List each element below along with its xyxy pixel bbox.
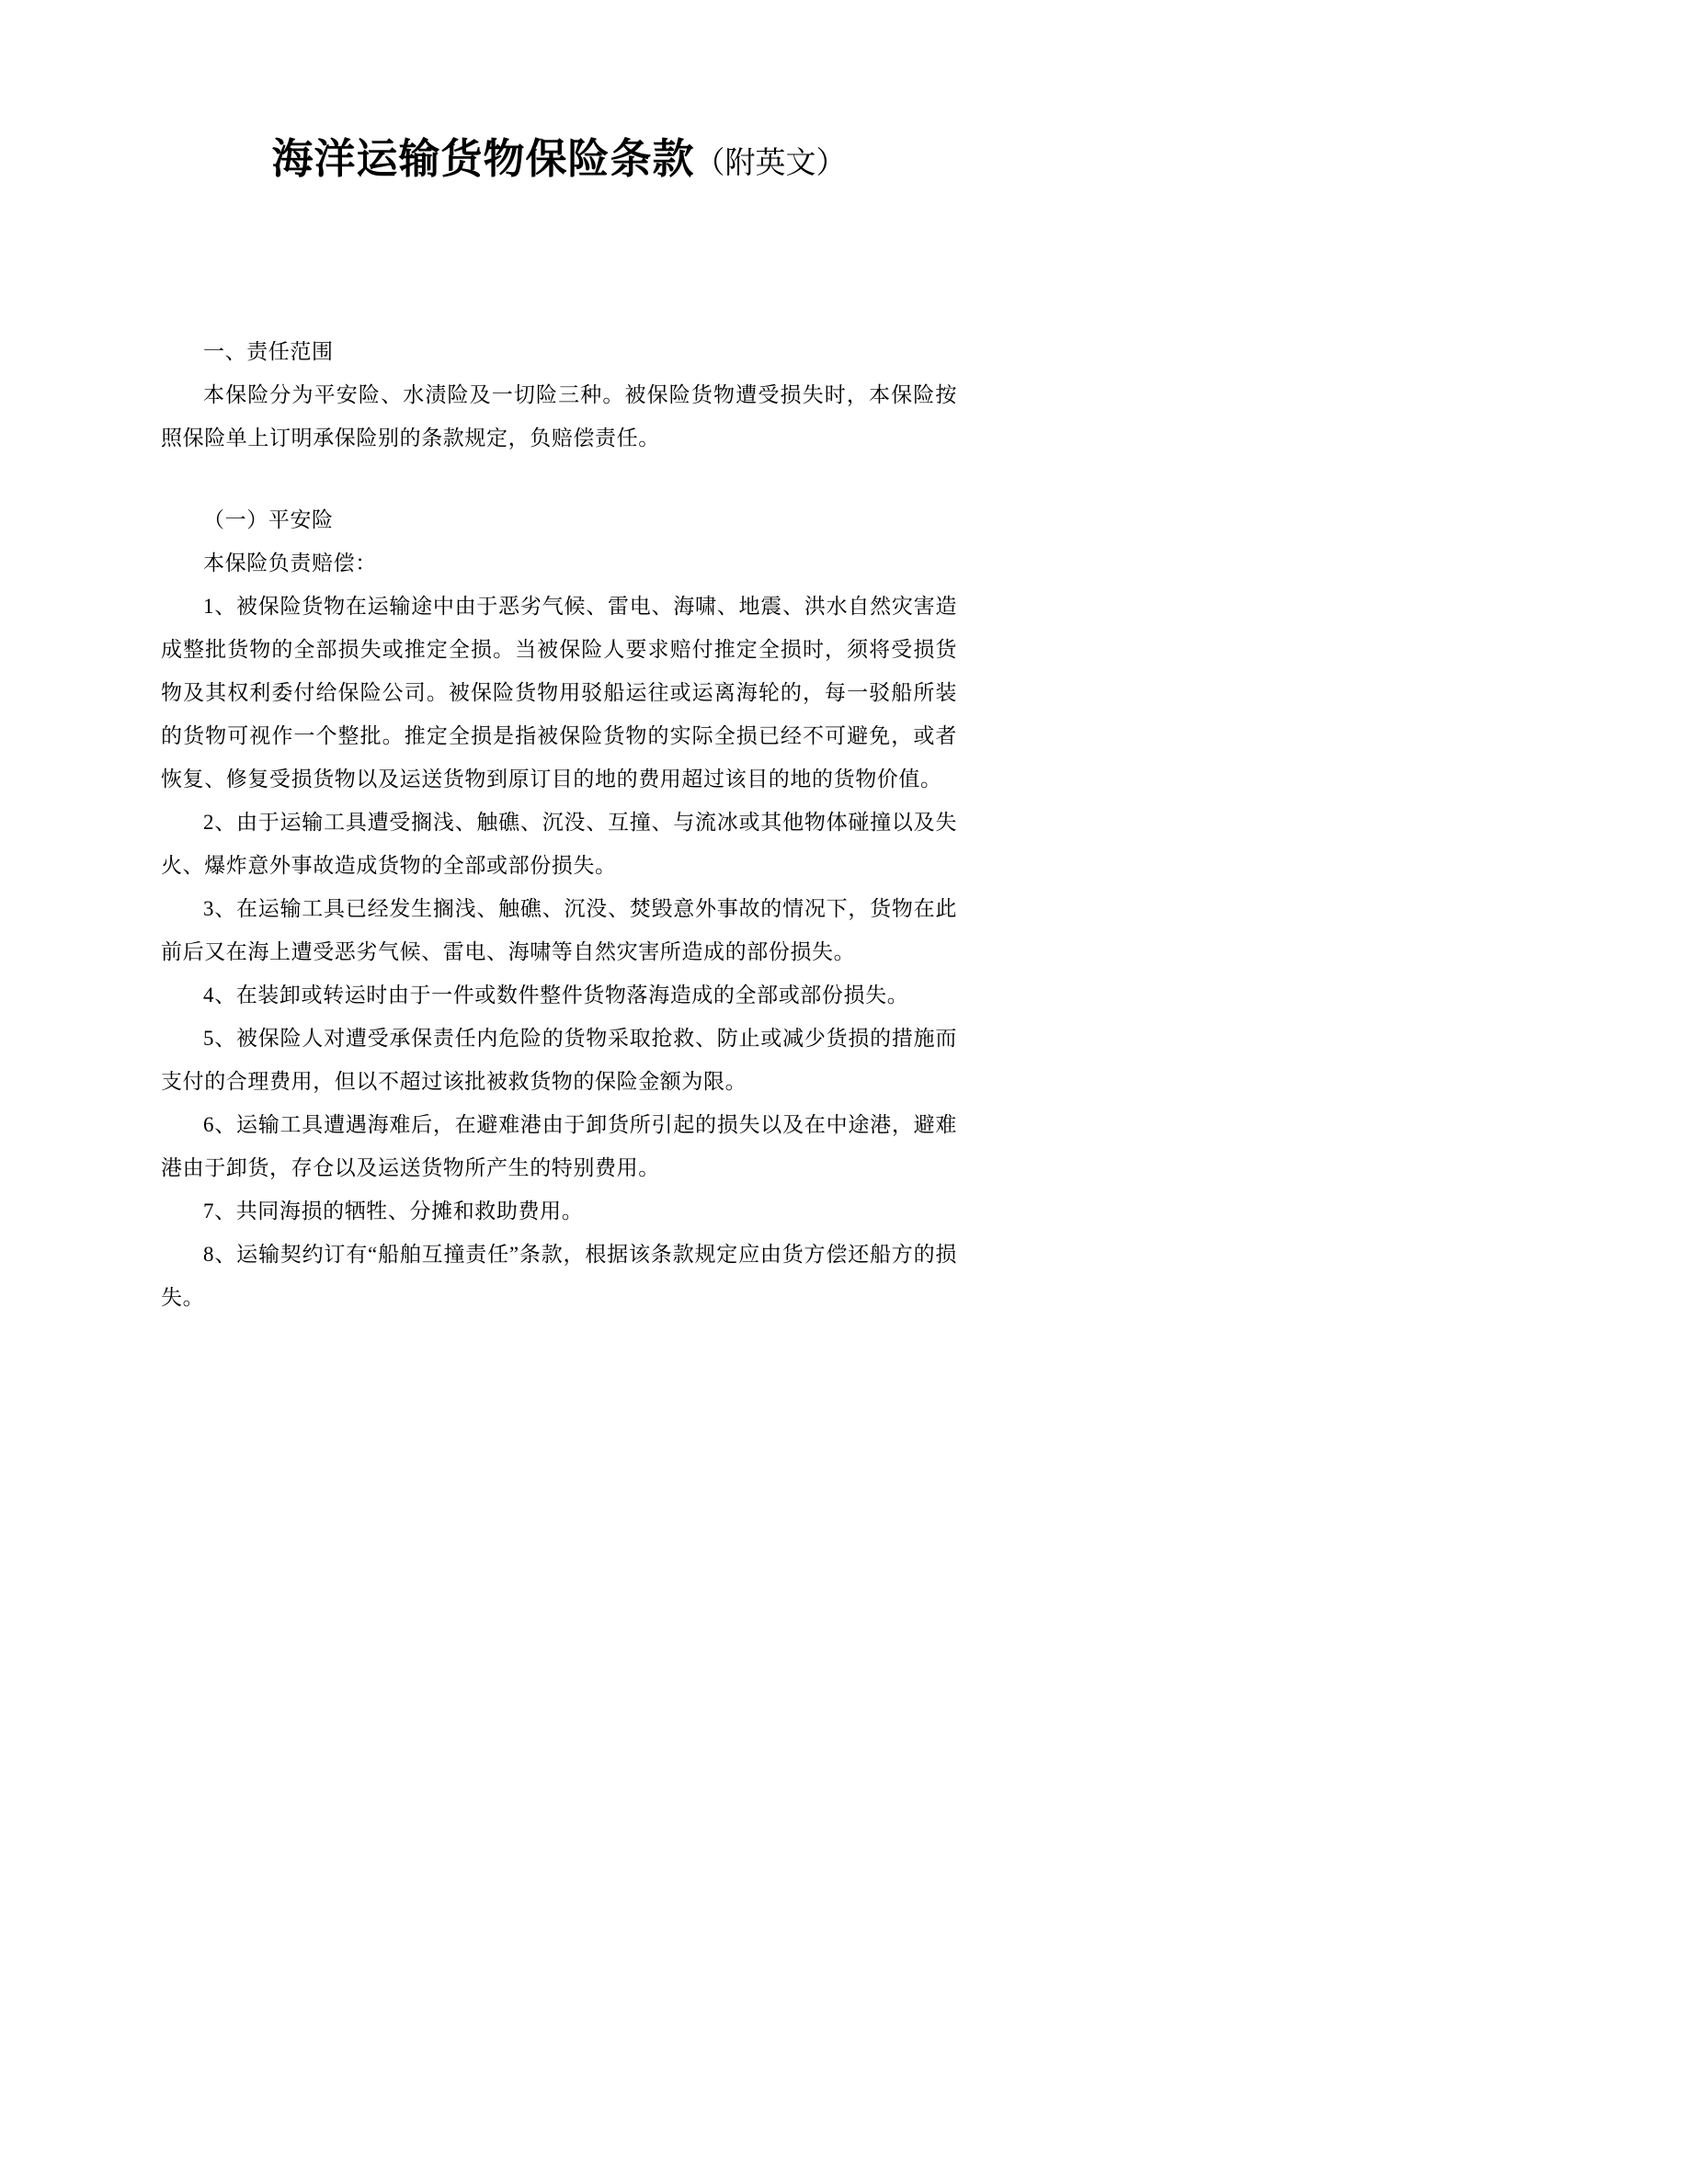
document-title-suffix: （附英文） bbox=[694, 147, 847, 180]
paragraph-item-7: 7、共同海损的牺牲、分摊和救助费用。 bbox=[203, 1200, 584, 1223]
paragraph-item-1: 1、被保险货物在运输途中由于恶劣气候、雷电、海啸、地震、洪水自然灾害造成整批货物的全部损失或推定全损。当被保险人要求赔付推定全损时，须将受损货物及其权利委付给保险公司。被保险货物用驳船运往或运离海轮的，每一驳船所装的货物可视作一个整批。推定全损是指被保险货物的实际全损已经不可避免，或者恢复、修复受损货物以及运送货物到原订目的地的费用超过该目的地的货物价值。 bbox=[161, 595, 957, 791]
paragraph-item-4: 4、在装卸或转运时由于一件或数件整件货物落海造成的全部或部份损失。 bbox=[203, 984, 909, 1007]
paragraph-item-2: 2、由于运输工具遭受搁浅、触礁、沉没、互撞、与流冰或其他物体碰撞以及失火、爆炸意外事故造成货物的全部或部份损失。 bbox=[161, 811, 957, 877]
document-title-main: 海洋运输货物保险条款 bbox=[271, 136, 695, 182]
paragraph-intro: 本保险分为平安险、水渍险及一切险三种。被保险货物遭受损失时，本保险按照保险单上订明承保险别的条款规定，负赔偿责任。 bbox=[161, 383, 957, 449]
paragraph-item-6: 6、运输工具遭遇海难后，在避难港由于卸货所引起的损失以及在中途港，避难港由于卸货，存仓以及运送货物所产生的特别费用。 bbox=[161, 1113, 957, 1179]
paragraph-coverage-lead: 本保险负责赔偿： bbox=[203, 552, 377, 574]
document-title bbox=[161, 131, 957, 192]
section-heading-responsibility-scope: 一、责任范围 bbox=[203, 340, 334, 363]
paragraph-item-5: 5、被保险人对遭受承保责任内危险的货物采取抢救、防止或减少货损的措施而支付的合理费用，但以不超过该批被救货物的保险金额为限。 bbox=[161, 1027, 957, 1093]
paragraph-item-3: 3、在运输工具已经发生搁浅、触礁、沉没、焚毁意外事故的情况下，货物在此前后又在海上遭受恶劣气候、雷电、海啸等自然灾害所造成的部份损失。 bbox=[161, 897, 957, 963]
paragraph-item-8: 8、运输契约订有“船舶互撞责任”条款，根据该条款规定应由货方偿还船方的损失。 bbox=[161, 1243, 957, 1309]
section-heading-fpa: （一）平安险 bbox=[203, 508, 334, 531]
document-content bbox=[161, 0, 957, 1319]
